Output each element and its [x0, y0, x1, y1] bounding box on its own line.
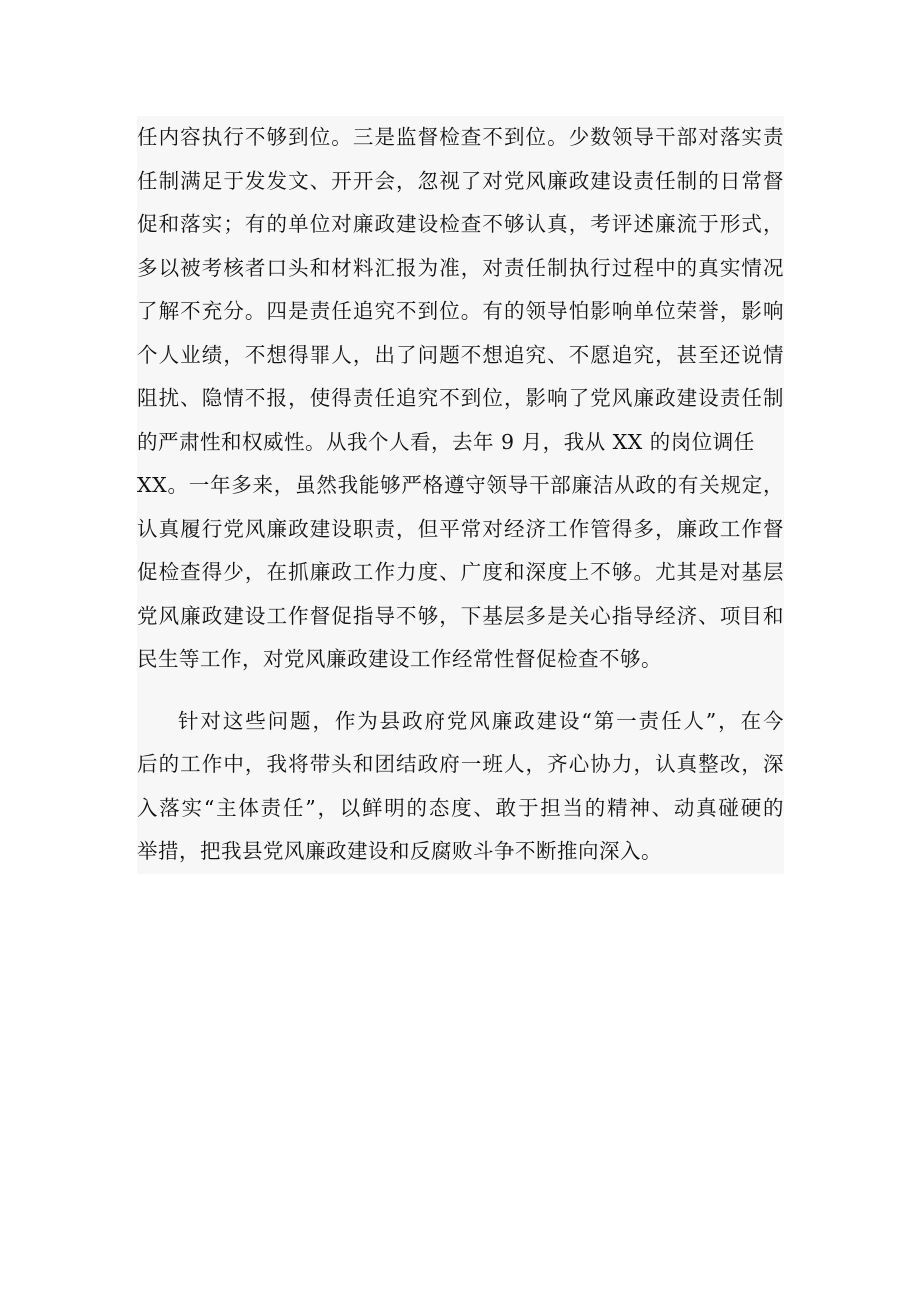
text-line: 促和落实；有的单位对廉政建设检查不够认真，考评述廉流于形式，	[137, 212, 784, 236]
text-line: 了解不充分。四是责任追究不到位。有的领导怕影响单位荣誉，影响	[137, 299, 784, 323]
paragraph-2	[137, 700, 784, 874]
text-line: 任内容执行不够到位。三是监督检查不到位。少数领导干部对落实责	[137, 125, 784, 149]
text-line: 促检查得少，在抓廉政工作力度、广度和深度上不够。尤其是对基层	[137, 560, 784, 584]
text-line: 认真履行党风廉政建设职责，但平常对经济工作管得多，廉政工作督	[137, 516, 784, 541]
text-line: 党风廉政建设工作督促指导不够，下基层多是关心指导经济、项目和	[137, 603, 784, 628]
text-line: 个人业绩，不想得罪人，出了问题不想追究、不愿追究，甚至还说情	[137, 342, 784, 367]
text-line: 任制满足于发发文、开开会，忽视了对党风廉政建设责任制的日常督	[137, 168, 784, 193]
text-line: 的严肃性和权威性。从我个人看，去年 9 月，我从 XX 的岗位调任	[137, 429, 755, 454]
text-line: 多以被考核者口头和材料汇报为准，对责任制执行过程中的真实情况	[137, 255, 784, 280]
text-line: 民生等工作，对党风廉政建设工作经常性督促检查不够。	[137, 647, 662, 671]
document-text-block	[137, 116, 784, 874]
paragraph-gap	[137, 682, 784, 700]
text-line: XX。一年多来，虽然我能够严格遵守领导干部廉洁从政的有关规定，	[137, 473, 784, 497]
text-line: 举措，把我县党风廉政建设和反腐败斗争不断推向深入。	[137, 839, 662, 863]
text-line: 阻扰、隐情不报，使得责任追究不到位，影响了党风廉政建设责任制	[137, 386, 784, 410]
text-line: 入落实“主体责任”，以鲜明的态度、敢于担当的精神、动真碰硬的	[137, 795, 784, 820]
text-line: 针对这些问题，作为县政府党风廉政建设“第一责任人”，在今	[178, 708, 784, 733]
text-line: 后的工作中，我将带头和团结政府一班人，齐心协力，认真整改，深	[137, 752, 784, 776]
paragraph-1	[137, 116, 784, 682]
